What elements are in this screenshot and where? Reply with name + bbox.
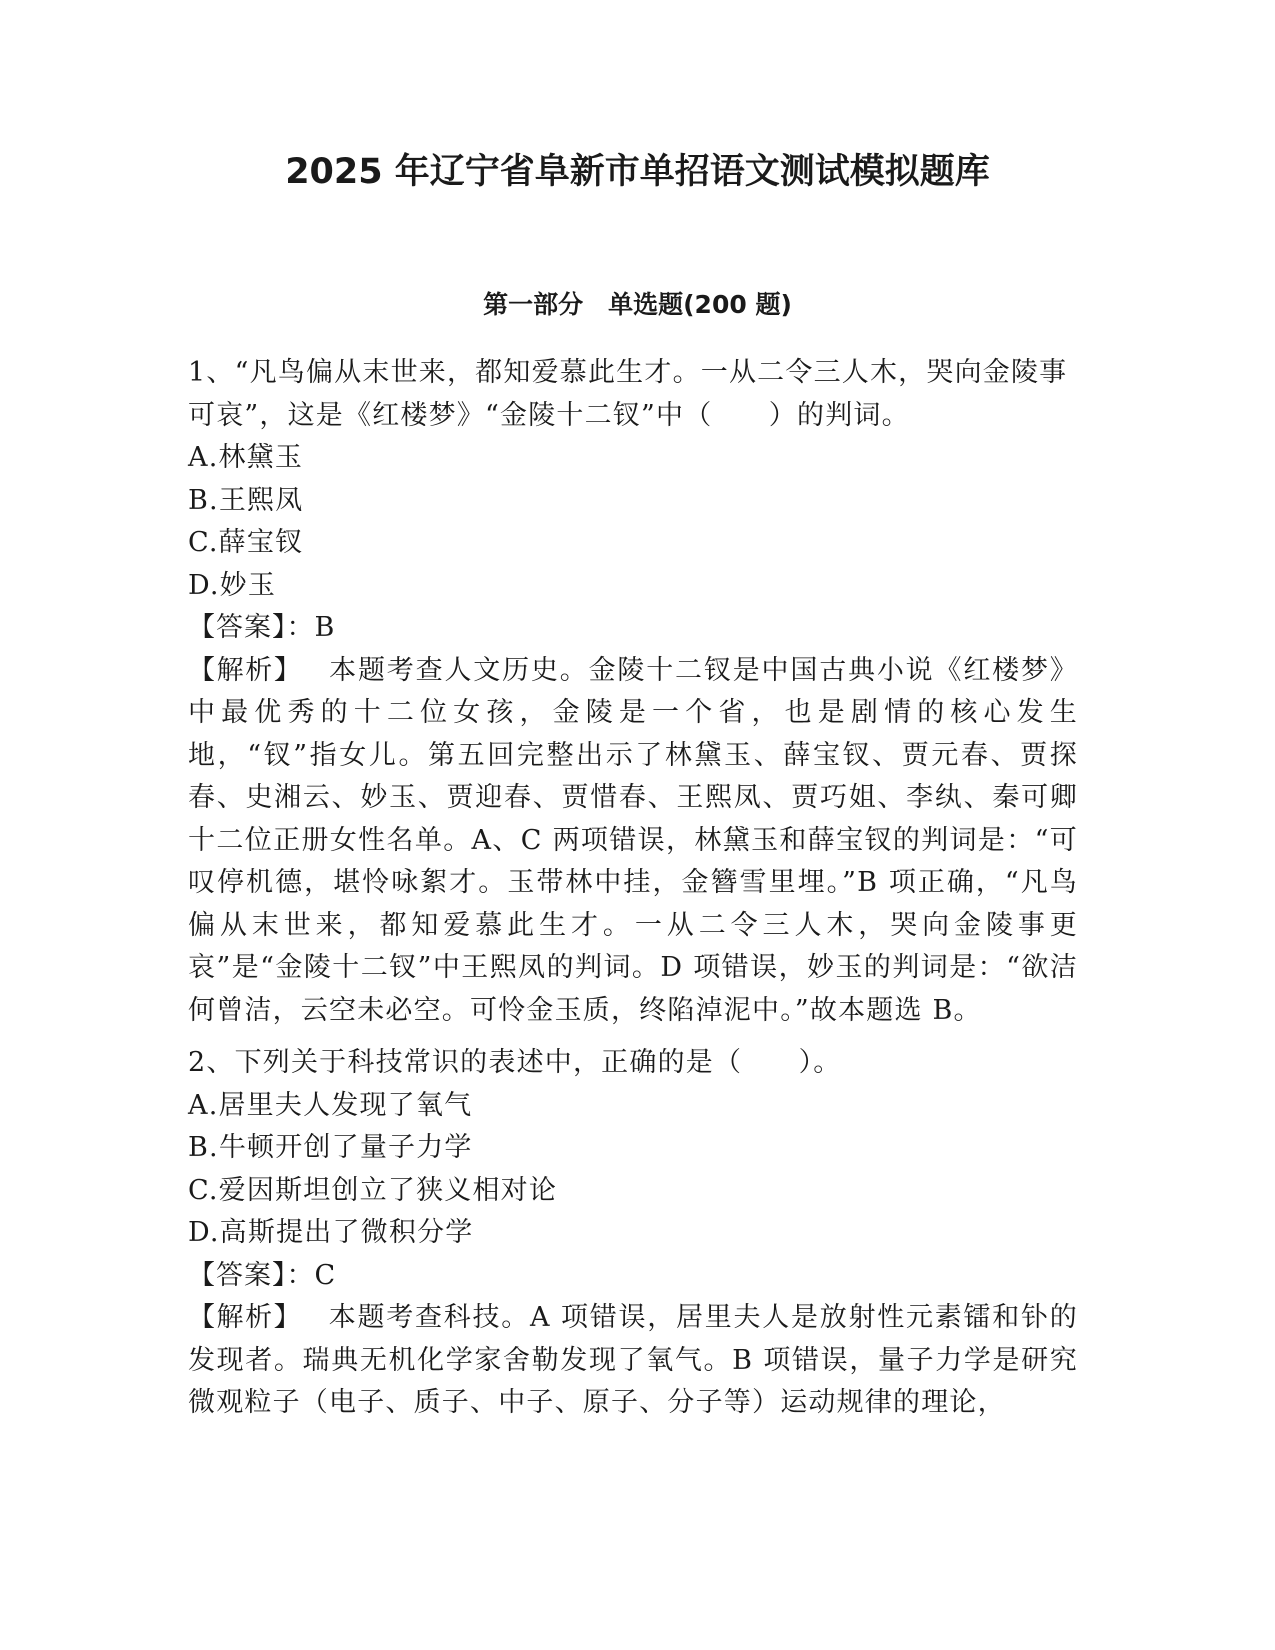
question-2 xyxy=(188,1042,1078,1425)
question-stem: 1、“凡鸟偏从末世来，都知爱慕此生才。一从二令三人木，哭向金陵事可哀”，这是《红楼梦》“金陵十二钗”中（ ）的判词。 xyxy=(188,357,1068,431)
section-title: 第一部分 单选题(200 题) xyxy=(483,290,792,319)
analysis-line xyxy=(188,1297,1078,1425)
analysis-label: 【解析】 xyxy=(188,1302,303,1333)
option-c: C.薛宝钗 xyxy=(188,527,304,558)
answer-line xyxy=(188,607,1078,650)
analysis-text: 本题考查人文历史。金陵十二钗是中国古典小说《红楼梦》中最优秀的十二位女孩，金陵是一个省，也是剧情的核心发生地，“钗”指女儿。第五回完整出示了林黛玉、薛宝钗、贾元春、贾探春、史湘云、妙玉、贾迎春、贾惜春、王熙凤、贾巧姐、李纨、秦可卿十二位正册女性名单。A、C 两项错误，林黛玉和薛宝钗的判词是：“可叹停机德，堪怜咏絮才。玉带林中挂，金簪雪里埋。”B 项正确，“凡鸟偏从末世来，都知爱慕此生才。一从二令三人木，哭向金陵事更哀”是“金陵十二钗”中王熙凤的判词。D 项错误，妙玉的判词是：“欲洁何曾洁，云空未必空。可怜金玉质，终陷淖泥中。”故本题选 B。 xyxy=(188,654,1079,1026)
question-1 xyxy=(188,352,1078,1032)
answer-label: 【答案】： xyxy=(188,1259,315,1291)
analysis-text: 本题考查科技。A 项错误，居里夫人是放射性元素镭和钋的发现者。瑞典无机化学家舍勒发现了氧气。B 项错误，量子力学是研究微观粒子（电子、质子、中子、原子、分子等）运动规律的理论， xyxy=(188,1302,1078,1418)
analysis-label: 【解析】 xyxy=(188,654,303,686)
document-title: 2025 年辽宁省阜新市单招语文测试模拟题库 xyxy=(285,152,990,192)
option-b: B.牛顿开创了量子力学 xyxy=(188,1132,473,1163)
answer-value: C xyxy=(314,1259,337,1291)
option-a: A.居里夫人发现了氧气 xyxy=(188,1089,473,1121)
option-d: D.高斯提出了微积分学 xyxy=(188,1217,474,1248)
answer-value: B xyxy=(314,612,336,643)
option-a: A.林黛玉 xyxy=(188,442,304,473)
option-d: D.妙玉 xyxy=(188,569,277,601)
answer-label: 【答案】： xyxy=(188,612,315,643)
option-c: C.爱因斯坦创立了狭义相对论 xyxy=(188,1174,558,1206)
answer-line xyxy=(188,1255,1078,1298)
question-list xyxy=(188,352,1078,1435)
question-stem: 2、下列关于科技常识的表述中，正确的是（ ）。 xyxy=(188,1047,842,1078)
analysis-line xyxy=(188,650,1078,1033)
option-b: B.王熙凤 xyxy=(188,484,304,516)
